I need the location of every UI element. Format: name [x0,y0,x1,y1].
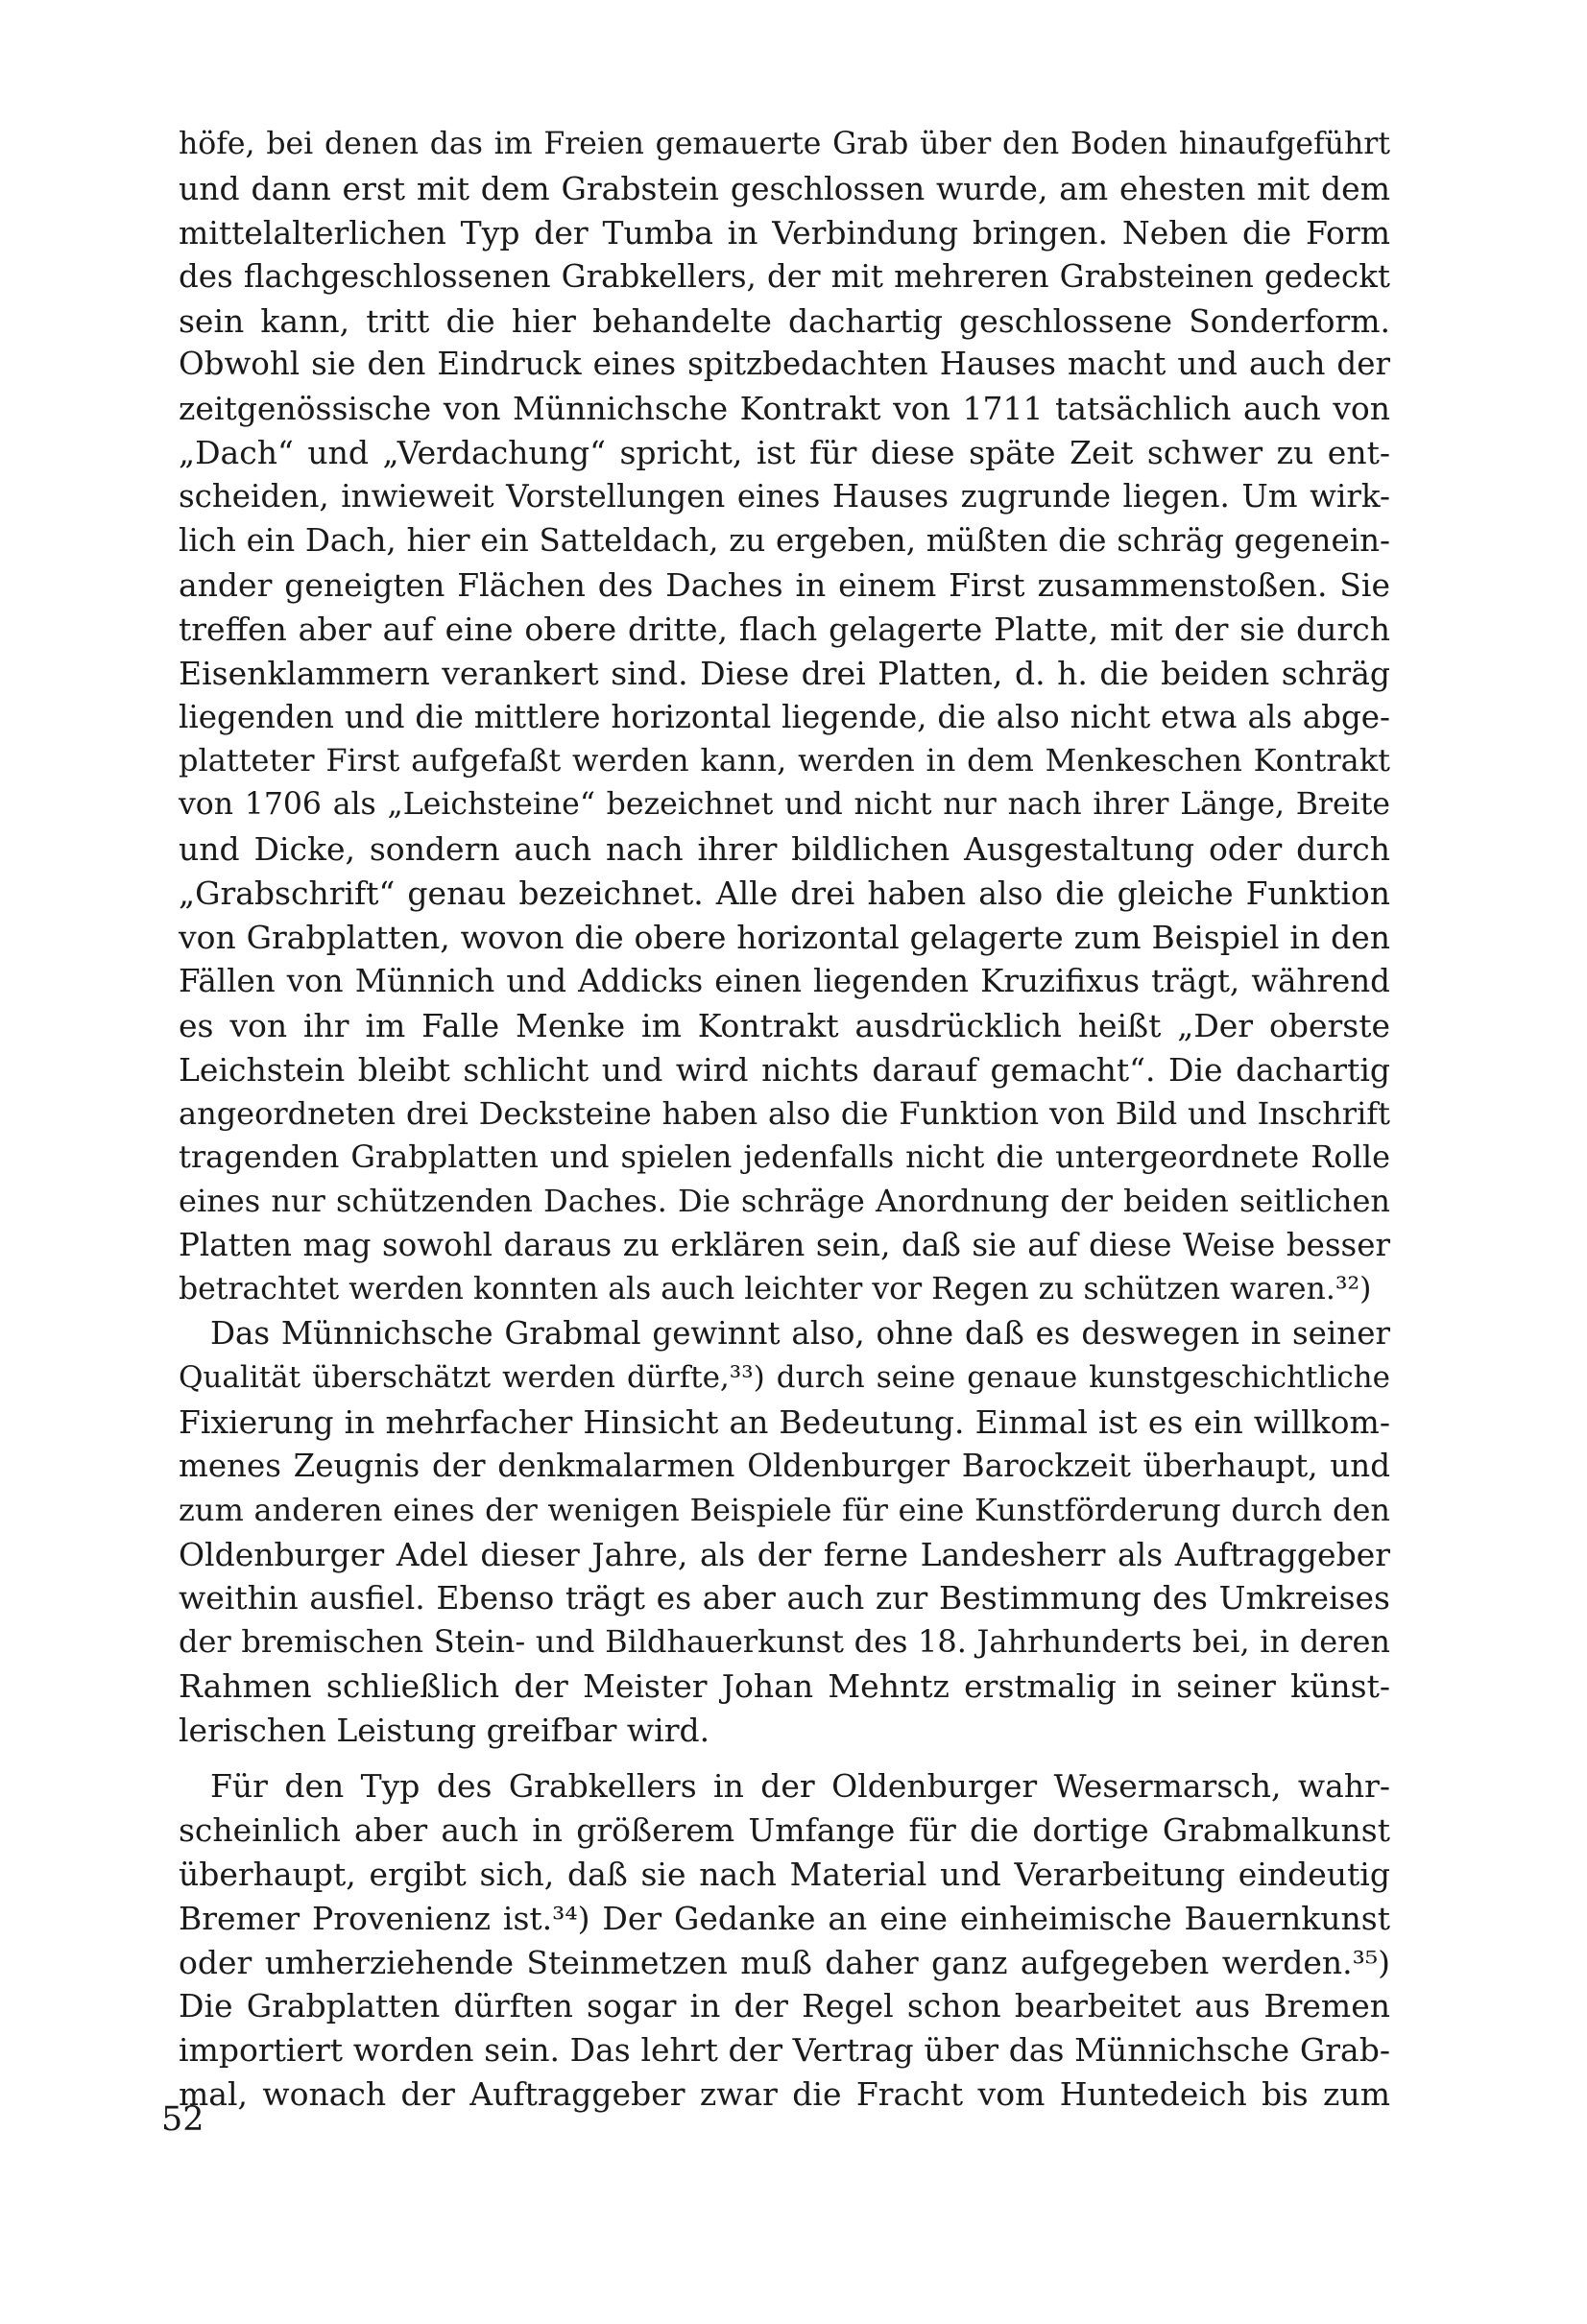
text-line: Fällen von Münnich und Addicks einen liegenden Kruzifixus trägt, während [179,962,1390,999]
text-line: von Grabplatten, wovon die obere horizontal gelagerte zum Beispiel in den [179,919,1390,957]
text-line: zeitgenössische von Münnichsche Kontrakt von 1711 tatsächlich auch von [179,390,1390,428]
text-line: scheiden, inwieweit Vorstellungen eines Hauses zugrunde liegen. Um wirk- [179,478,1390,515]
paragraph-2 [179,1312,1390,1753]
text-line: scheinlich aber auch in größerem Umfange für die dortige Grabmalkunst [179,1810,1390,1849]
text-line: angeordneten drei Decksteine haben also die Funktion von Bild und Inschrift [179,1094,1390,1132]
text-line: Rahmen schließlich der Meister Johan Mehntz erstmalig in seiner künst- [179,1667,1390,1706]
paragraph-3 [179,1764,1390,2117]
text-line: Qualität überschätzt werden dürfte,³³) durch seine genaue kunstgeschichtliche [179,1359,1390,1395]
text-line: weithin ausfiel. Ebenso trägt es aber auch zur Bestimmung des Umkreises [179,1579,1390,1617]
text-line: menes Zeugnis der denkmalarmen Oldenburger Barockzeit überhaupt, und [179,1447,1390,1484]
text-line: des flachgeschlossenen Grabkellers, der mit mehreren Grabsteinen gedeckt [179,257,1390,295]
text-line: liegenden und die mittlere horizontal liegende, die also nicht etwa als abge- [179,698,1390,735]
text-line: Platten mag sowohl daraus zu erklären sein, daß sie auf diese Weise besser [179,1227,1390,1264]
text-line: „Grabschrift“ genau bezeichnet. Alle drei haben also die gleiche Funktion [179,874,1390,913]
text-line: oder umherziehende Steinmetzen muß daher ganz aufgegeben werden.³⁵) [179,1943,1390,1981]
text-line: Die Grabplatten dürften sogar in der Regel schon bearbeitet aus Bremen [179,1987,1390,2025]
text-line: „Dach“ und „Verdachung“ spricht, ist für diese späte Zeit schwer zu ent- [179,434,1390,472]
text-line: und Dicke, sondern auch nach ihrer bildlichen Ausgestaltung oder durch [179,830,1390,869]
text-line: Oldenburger Adel dieser Jahre, als der ferne Landesherr als Auftraggeber [179,1535,1390,1573]
text-line: es von ihr im Falle Menke im Kontrakt ausdrücklich heißt „Der oberste [179,1006,1390,1044]
text-line: ander geneigten Flächen des Daches in einem First zusammenstoßen. Sie [179,565,1390,604]
text-line: der bremischen Stein- und Bildhauerkunst des 18. Jahrhunderts bei, in deren [179,1623,1390,1661]
text-line: Leichstein bleibt schlicht und wird nichts darauf gemacht“. Die dachartig [179,1050,1390,1089]
text-line: platteter First aufgefaßt werden kann, werden in dem Menkeschen Kontrakt [179,742,1390,779]
text-line: betrachtet werden konnten als auch leichter vor Regen zu schützen waren.³²) [179,1272,1372,1307]
text-line: Eisenklammern verankert sind. Diese drei Platten, d. h. die beiden schräg [179,654,1390,692]
paragraph-1 [179,123,1390,1312]
text-line: tragenden Grabplatten und spielen jedenfalls nicht die untergeordnete Rolle [179,1138,1390,1176]
text-line: Bremer Provenienz ist.³⁴) Der Gedanke an eine einheimische Bauernkunst [179,1899,1390,1937]
body-text [179,123,1390,2117]
text-line: eines nur schützenden Daches. Die schräge Anordnung der beiden seitlichen [179,1183,1390,1220]
text-line: überhaupt, ergibt sich, daß sie nach Material und Verarbeitung eindeutig [179,1855,1390,1893]
text-line: zum anderen eines der wenigen Beispiele für eine Kunstförderung durch den [179,1491,1390,1528]
paragraph-gap [179,1753,1390,1764]
text-line: und dann erst mit dem Grabstein geschlossen wurde, am ehesten mit dem [179,169,1390,207]
text-line: mal, wonach der Auftraggeber zwar die Fracht vom Huntedeich bis zum [179,2075,1390,2114]
text-line: importiert worden sein. Das lehrt der Vertrag über das Münnichsche Grab- [179,2031,1390,2070]
text-line: lerischen Leistung greifbar wird. [179,1712,710,1750]
text-line: Obwohl sie den Eindruck eines spitzbedachten Hauses macht und auch der [179,346,1390,383]
text-line: sein kann, tritt die hier behandelte dachartig geschlossene Sonderform. [179,301,1390,340]
text-line: von 1706 als „Leichsteine“ bezeichnet und nicht nur nach ihrer Länge, Breite [179,787,1390,823]
text-line: Für den Typ des Grabkellers in der Oldenburger Wesermarsch, wahr- [210,1766,1390,1805]
text-line: höfe, bei denen das im Freien gemauerte Grab über den Boden hinaufgeführt [179,127,1390,161]
text-line: lich ein Dach, hier ein Satteldach, zu ergeben, müßten die schräg gegenein- [179,522,1390,560]
text-line: Fixierung in mehrfacher Hinsicht an Bedeutung. Einmal ist es ein willkom- [179,1402,1390,1441]
page-number: 52 [161,2100,204,2139]
text-line: treffen aber auf eine obere dritte, flach gelagerte Platte, mit der sie durch [179,610,1390,648]
text-line: Das Münnichsche Grabmal gewinnt also, ohne daß es deswegen in seiner [210,1315,1390,1353]
text-line: mittelalterlichen Typ der Tumba in Verbindung bringen. Neben die Form [179,213,1390,252]
